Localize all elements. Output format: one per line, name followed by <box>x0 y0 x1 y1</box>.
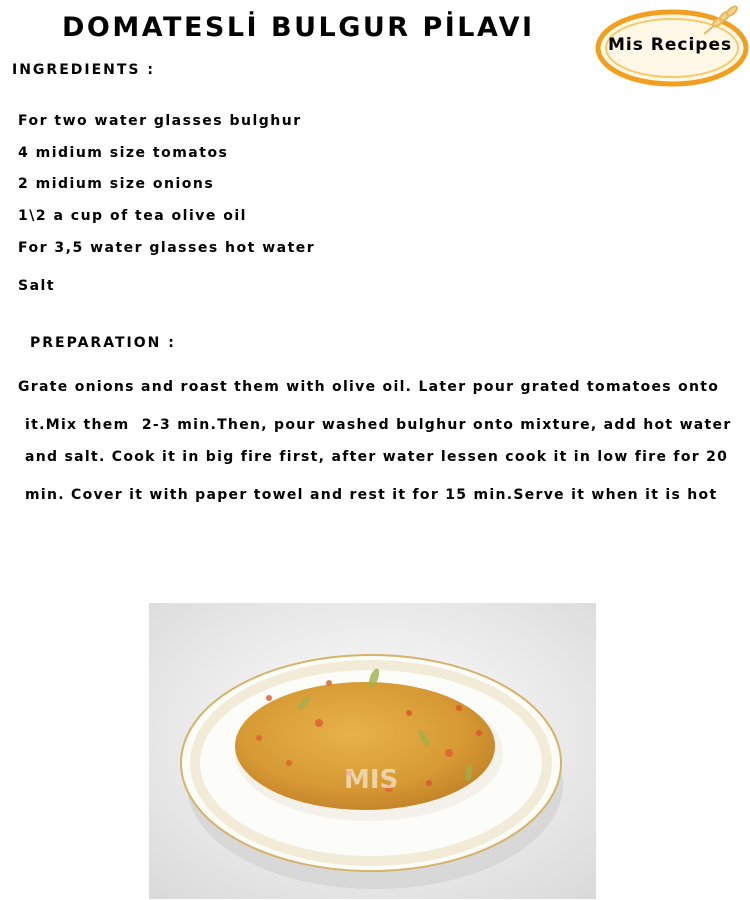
ingredients-heading: INGREDIENTS : <box>12 62 155 78</box>
photo-watermark: MIS <box>344 765 399 795</box>
preparation-line: and salt. Cook it in big fire first, after water lessen cook it in low fire for 20 <box>25 449 729 465</box>
preparation-heading: PREPARATION : <box>30 335 176 351</box>
dish-photo <box>149 603 596 899</box>
ingredient-item: 1\2 a cup of tea olive oil <box>18 208 247 224</box>
preparation-line: min. Cover it with paper towel and rest it for 15 min.Serve it when it is hot <box>25 487 718 503</box>
preparation-line: Grate onions and roast them with olive oil. Later pour grated tomatoes onto <box>18 379 720 395</box>
ingredient-item: Salt <box>18 278 56 294</box>
ingredient-item: For 3,5 water glasses hot water <box>18 240 316 256</box>
ingredient-item: 4 midium size tomatos <box>18 145 229 161</box>
preparation-line: it.Mix them 2-3 min.Then, pour washed bulghur onto mixture, add hot water <box>25 417 732 433</box>
ingredient-item: 2 midium size onions <box>18 176 215 192</box>
logo-label: Mis Recipes <box>608 35 733 55</box>
recipe-title: DOMATESLİ BULGUR PİLAVI <box>62 12 535 43</box>
ingredient-item: For two water glasses bulghur <box>18 113 302 129</box>
